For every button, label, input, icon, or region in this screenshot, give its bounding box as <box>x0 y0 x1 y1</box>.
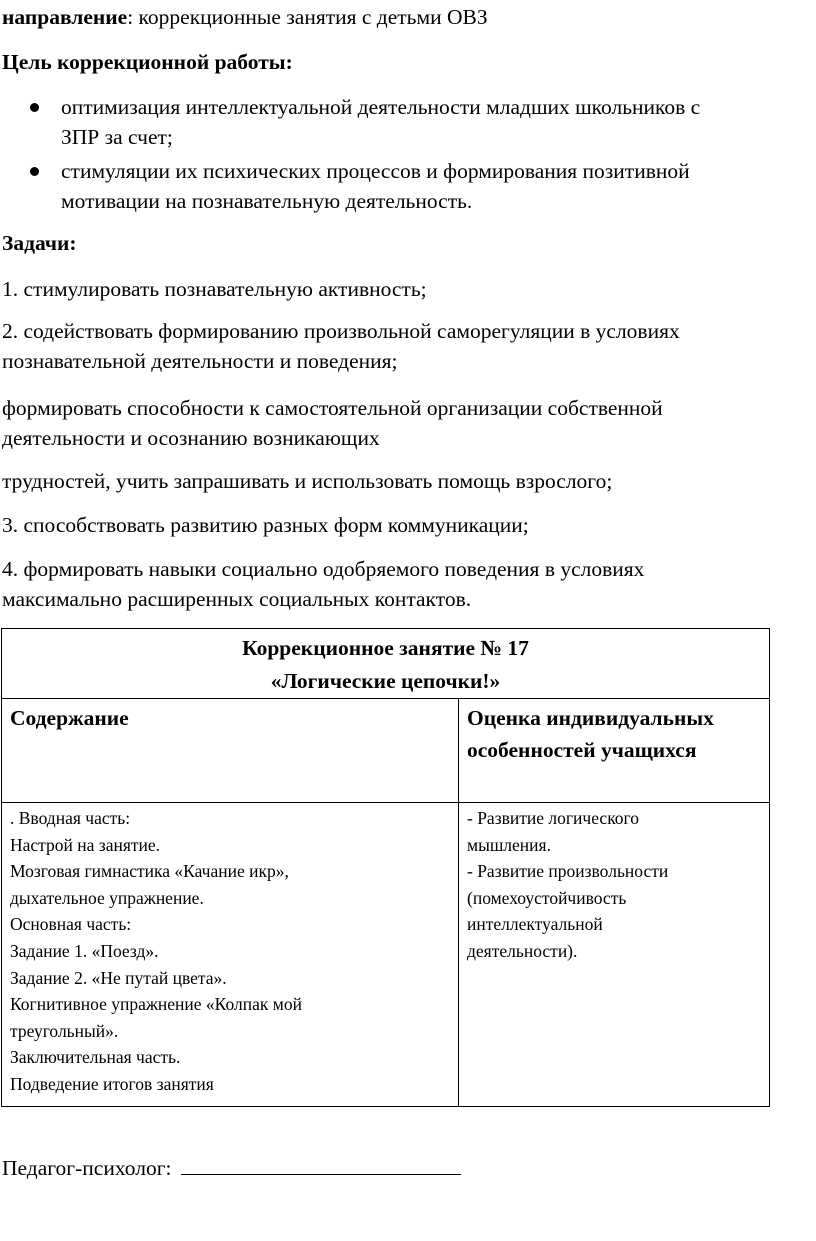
goal-item <box>0 156 800 216</box>
lesson-title: Коррекционное занятие № 17 <box>242 636 529 660</box>
col-assess-line: Оценка индивидуальных <box>467 706 714 730</box>
content-line: . Вводная часть: <box>10 808 131 828</box>
task-4 <box>2 554 802 614</box>
col-assess-line: особенностей учащихся <box>467 738 697 762</box>
content-line: Подведение итогов занятия <box>10 1073 214 1094</box>
task-2 <box>2 316 802 376</box>
direction-line <box>2 2 488 32</box>
assessment-line: деятельности). <box>467 940 578 961</box>
lesson-table <box>1 628 770 1107</box>
content-line: треугольный». <box>10 1020 119 1041</box>
assessment-line: (помехоустойчивость <box>467 887 627 908</box>
table-header-row <box>2 629 770 699</box>
direction-label: направление <box>2 5 128 29</box>
goal-list <box>0 92 800 220</box>
content-line: Задание 2. «Не путай цвета». <box>10 967 227 988</box>
column-header-row <box>2 699 770 803</box>
task-2b-line: деятельности и осознанию возникающих <box>2 426 380 450</box>
assessment-line: мышления. <box>467 834 551 855</box>
signature-line <box>2 1152 461 1183</box>
content-line: Заключительная часть. <box>10 1047 181 1068</box>
col-assess-header <box>459 699 770 803</box>
content-cell <box>2 803 459 1107</box>
tasks-title: Задачи: <box>2 231 77 255</box>
goal-item-line: мотивации на познавательную деятельность. <box>61 189 473 213</box>
task-4-line: максимально расширенных социальных контактов. <box>2 587 472 611</box>
assessment-line: - Развитие логического <box>467 808 640 828</box>
assessment-line: интеллектуальной <box>467 914 603 935</box>
task-4-line: 4. формировать навыки социально одобряемого поведения в условиях <box>2 557 645 581</box>
bullet-icon <box>30 103 39 112</box>
goal-item <box>0 92 800 152</box>
content-line: Когнитивное упражнение «Колпак мой <box>10 994 302 1015</box>
task-2b <box>2 393 802 453</box>
table-row <box>2 803 770 1107</box>
goal-item-line: ЗПР за счет; <box>61 125 173 149</box>
col-assess-label <box>459 699 769 766</box>
task-2-line: 2. содействовать формированию произвольной саморегуляции в условиях <box>2 319 680 343</box>
col-content-header <box>2 699 459 803</box>
assessment-line: - Развитие произвольности <box>467 861 669 882</box>
task-2b-line: формировать способности к самостоятельной организации собственной <box>2 396 663 420</box>
task-2-line: познавательной деятельности и поведения; <box>2 349 398 373</box>
bullet-icon <box>30 167 39 176</box>
signature-label: Педагог-психолог: <box>2 1156 177 1180</box>
lesson-title-cell <box>2 629 770 699</box>
goal-item-line: стимуляции их психических процессов и формирования позитивной <box>61 159 690 183</box>
task-1: 1. стимулировать познавательную активность; <box>2 277 427 301</box>
goal-title: Цель коррекционной работы: <box>2 50 293 74</box>
assessment-cell <box>459 803 770 1107</box>
lesson-subtitle: «Логические цепочки!» <box>270 669 501 693</box>
task-2c: трудностей, учить запрашивать и использовать помощь взрослого; <box>2 469 613 493</box>
goal-item-line: оптимизация интеллектуальной деятельности младших школьников с <box>61 95 701 119</box>
content-line: дыхательное упражнение. <box>10 887 204 908</box>
content-line: Задание 1. «Поезд». <box>10 940 159 961</box>
task-3: 3. способствовать развитию разных форм коммуникации; <box>2 513 529 537</box>
content-line: Настрой на занятие. <box>10 834 161 855</box>
content-line: Основная часть: <box>10 914 132 935</box>
content-line: Мозговая гимнастика «Качание икр», <box>10 861 289 882</box>
signature-blank <box>181 1152 461 1175</box>
col-content-label: Содержание <box>10 706 129 730</box>
direction-value: : коррекционные занятия с детьми ОВЗ <box>127 5 488 29</box>
